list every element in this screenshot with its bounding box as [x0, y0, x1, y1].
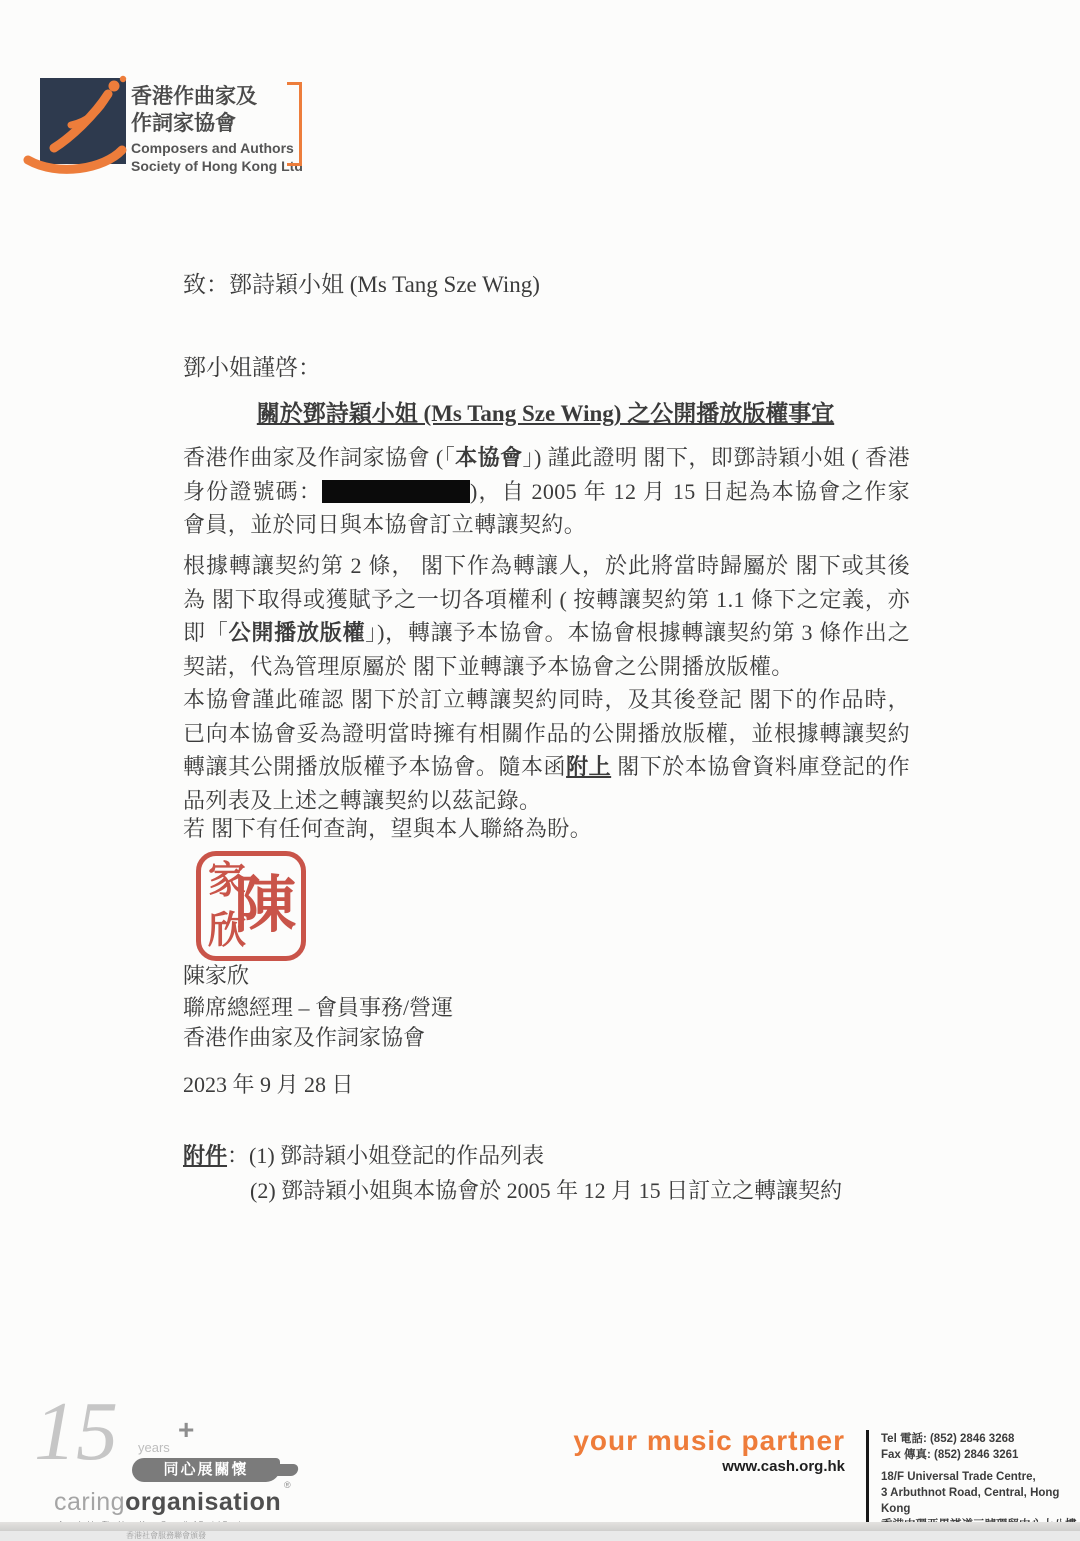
attachment-row-2 [183, 1173, 842, 1208]
website-url: www.cash.org.hk [722, 1458, 845, 1475]
caring-15-numeral: 15 [34, 1385, 118, 1478]
attachment-item-1: (1) 鄧詩穎小姐登記的作品列表 [249, 1143, 545, 1168]
music-partner-slogan: your music partner [573, 1425, 845, 1456]
letter-date: 2023 年 9 月 28 日 [183, 1072, 354, 1097]
caring-organisation-logo [28, 1385, 291, 1540]
attachment-row-1 [183, 1138, 842, 1173]
seal-char-top-left: 家 [208, 860, 247, 902]
caring-pill-slogan: 同心展關懷 [132, 1458, 280, 1482]
salutation-line: 鄧小姐謹啓： [183, 355, 321, 380]
attachments-label: 附件 [183, 1143, 228, 1168]
logo-en-line2: Society of Hong Kong Ltd [131, 158, 303, 174]
signer-organisation: 香港作曲家及作詞家協會 [183, 1025, 426, 1050]
para1-bold-society: 本協會 [455, 445, 523, 470]
seal-char-bottom-left: 欣 [208, 910, 247, 952]
logo-name-english [131, 139, 303, 175]
signer-name: 陳家欣 [183, 963, 250, 988]
signer-title: 聯席總經理 – 會員事務/營運 [183, 995, 454, 1020]
recipient-line: 致：鄧詩穎小姐 (Ms Tang Sze Wing) [183, 272, 540, 297]
caring-awarded-by-cn: 香港社會服務聯會頒發 [126, 1531, 206, 1540]
para2-run3: 」)，轉讓予本協會。本協會根據轉讓契約第 3 條作出之契諾，代為管理原屬於 閣下並轉讓予本協會之公開播放版權。 [183, 620, 910, 679]
para1-run3: 」) 謹此證明 閣下，即鄧詩穎小姐 ( 香港身份證號碼： [183, 445, 910, 504]
paragraph-membership [183, 441, 910, 542]
para3-bold-enclosed [566, 754, 611, 779]
closing-line: 若 閣下有任何查詢，望與本人聯絡為盼。 [183, 816, 593, 841]
caring-plus-sign: + [178, 1414, 195, 1445]
organisation-word: organisation [125, 1488, 282, 1516]
attachment-item-2: (2) 鄧詩穎小姐與本協會於 2005 年 12 月 15 日訂立之轉讓契約 [250, 1178, 843, 1203]
para3-enclosed-underline: 附上 [566, 754, 612, 779]
para1-run4: )，自 2005 年 12 月 15 日起為本協會之作家會員，並於同日與本協會訂立轉讓契約。 [183, 478, 910, 537]
logo-bracket-mark [287, 82, 302, 166]
para1-run1: 香港作曲家及作詞家協會 (「 [183, 445, 456, 470]
paragraph-confirmation [183, 683, 910, 817]
contact-block [881, 1431, 1080, 1533]
subject-line [183, 395, 908, 428]
caring-years-label: years [138, 1440, 170, 1455]
caring-organisation-wordmark [54, 1488, 281, 1517]
contact-address-line1: 18/F Universal Trade Centre, [881, 1471, 1036, 1483]
redacted-id-box [322, 480, 470, 503]
seal-char-right: 陳 [233, 872, 296, 940]
para3-run3: 閣下於本協會資料庫登記的作品列表及上述之轉讓契約以茲記錄。 [183, 754, 910, 813]
contact-address-line2: 3 Arbuthnot Road, Central, Hong Kong [881, 1487, 1060, 1515]
subject-text: 關於鄧詩穎小姐 (Ms Tang Sze Wing) 之公開播放版權事宜 [256, 401, 835, 426]
attachments-colon: ： [227, 1143, 250, 1168]
para2-bold-rights: 公開播放版權 [228, 620, 366, 645]
caring-registered-mark: ® [284, 1480, 291, 1490]
logo-cn-line2: 作詞家協會 [131, 112, 236, 135]
attachments-block [183, 1138, 842, 1208]
logo-cn-line1: 香港作曲家及 [131, 85, 257, 108]
footer-divider [866, 1430, 869, 1531]
scan-bottom-edge [0, 1522, 1080, 1531]
paragraph-assignment [183, 549, 910, 683]
red-name-seal [196, 851, 306, 961]
logo-en-line1: Composers and Authors [131, 140, 294, 156]
caring-word: caring [54, 1488, 126, 1516]
para2-run1: 根據轉讓契約第 2 條， 閣下作為轉讓人，於此將當時歸屬於 閣下或其後為 閣下取得或獲賦予之一切各項權利 ( 按轉讓契約第 1.1 條下之定義，亦即「 [183, 553, 910, 645]
contact-fax: Fax 傳真: (852) 2846 3261 [881, 1449, 1019, 1461]
contact-tel: Tel 電話: (852) 2846 3268 [881, 1433, 1015, 1445]
para3-run1: 本協會謹此確認 閣下於訂立轉讓契約同時，及其後登記 閣下的作品時，已向本協會妥為證明當時擁有相關作品的公開播放版權，並根據轉讓契約轉讓其公開播放版權予本協會。隨本函 [183, 687, 910, 779]
logo-name-chinese [131, 83, 257, 137]
